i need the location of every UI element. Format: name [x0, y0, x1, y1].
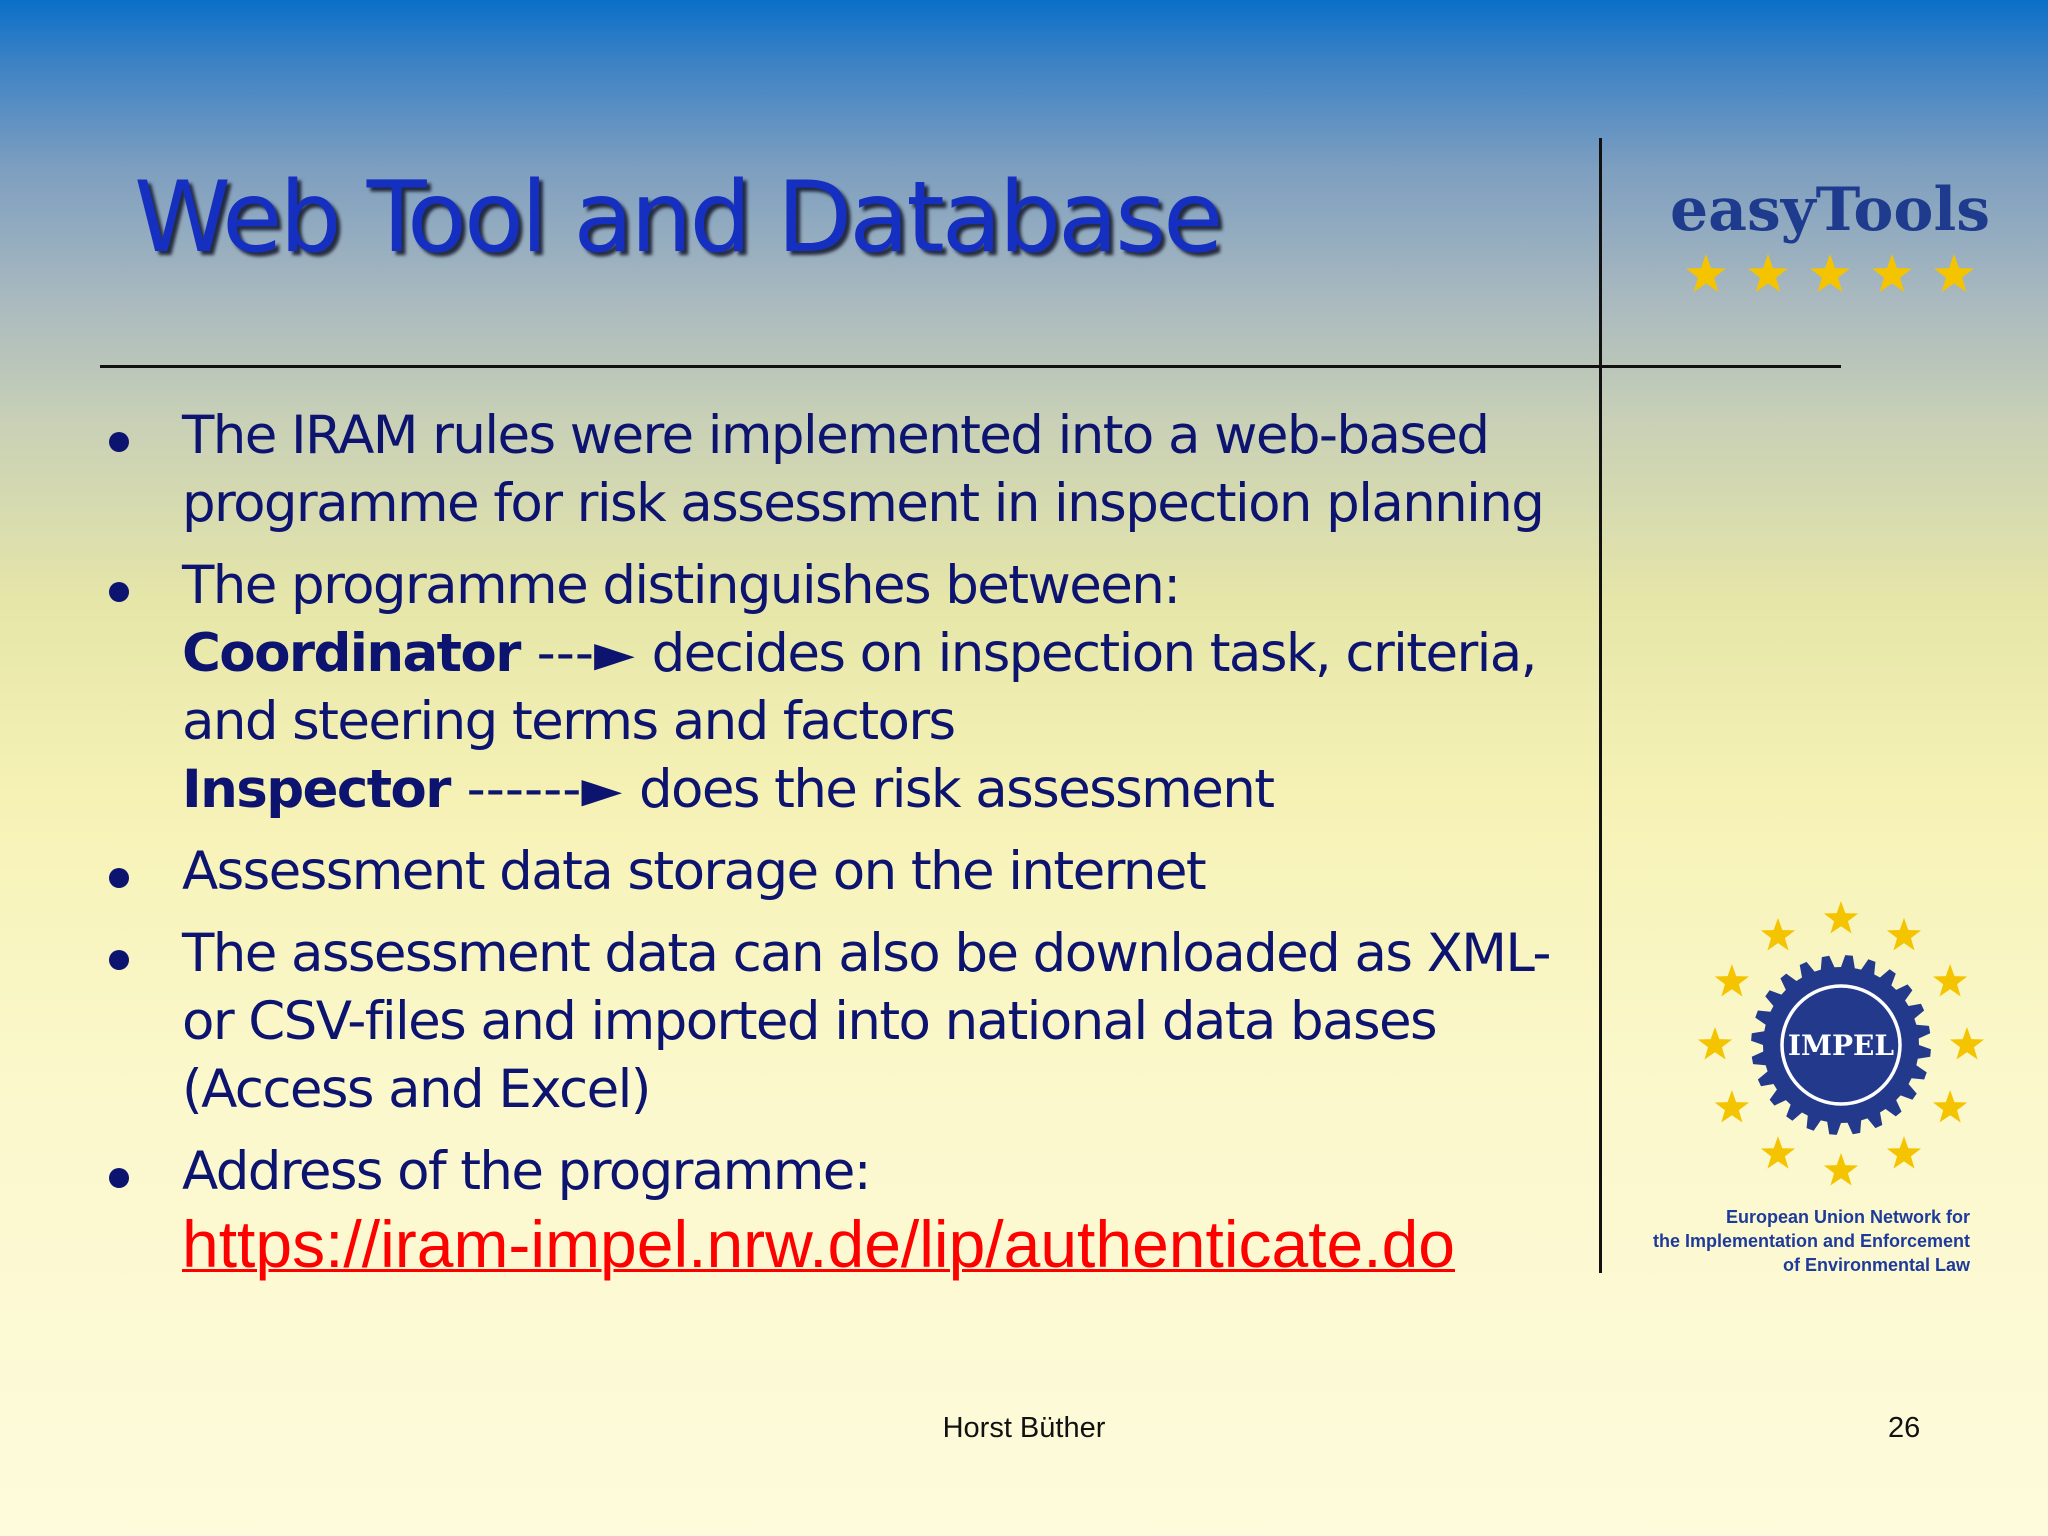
coordinator-description-cont: and steering terms and factors [182, 691, 955, 752]
easytools-brand [1660, 175, 2000, 296]
slide-title: Web Tool and Database [134, 161, 1221, 275]
bullet-list [100, 402, 1580, 1296]
inspector-arrow: ------► [449, 759, 639, 820]
impel-caption-line: European Union Network for [1725, 1207, 1970, 1227]
bullet-text-line: The assessment data can also be downloaded as XML- [182, 923, 1550, 984]
footer-author: Horst Büther [942, 1412, 1106, 1444]
impel-star-icon [1698, 1027, 1732, 1060]
impel-caption-line: of Environmental Law [1782, 1255, 1970, 1275]
impel-star-icon [1887, 918, 1921, 951]
bullet-text-line: (Access and Excel) [182, 1059, 650, 1120]
impel-star-icon [1824, 1153, 1858, 1186]
inspector-line [182, 756, 1580, 824]
inspector-label: Inspector [182, 759, 450, 820]
impel-caption-line: the Implementation and Enforcement [1652, 1231, 1970, 1251]
inspector-description: does the risk assessment [639, 759, 1274, 820]
programme-url-link[interactable]: https://iram-impel.nrw.de/lip/authenticate.do [182, 1207, 1455, 1281]
coordinator-line [182, 620, 1580, 688]
bullet-item-distinguishes [100, 552, 1580, 824]
bullet-item-storage [100, 838, 1580, 906]
vertical-divider [1599, 138, 1602, 1273]
impel-star-icon [1887, 1136, 1921, 1169]
impel-star-icon [1824, 901, 1858, 934]
bullet-text-line: Assessment data storage on the internet [182, 841, 1206, 902]
bullet-item-address [100, 1138, 1580, 1282]
title-divider [100, 365, 1841, 368]
coordinator-label: Coordinator [182, 623, 520, 684]
star-icon [1932, 252, 1976, 296]
star-icon [1808, 252, 1852, 296]
bullet-text-line: programme for risk assessment in inspection planning [182, 473, 1544, 534]
impel-star-icon [1715, 1090, 1749, 1123]
impel-star-icon [1761, 1136, 1795, 1169]
impel-star-icon [1933, 1090, 1967, 1123]
easytools-brand-name: easyTools [1669, 175, 1991, 245]
coordinator-description: decides on inspection task, criteria, [651, 623, 1536, 684]
impel-caption [1653, 1205, 1970, 1277]
impel-star-icon [1950, 1027, 1984, 1060]
easytools-stars [1660, 252, 2000, 296]
star-icon [1870, 252, 1914, 296]
bullet-text-line: The IRAM rules were implemented into a web-based [182, 405, 1489, 466]
bullet-text-line: The programme distinguishes between: [182, 555, 1180, 616]
bullet-text-line: or CSV-files and imported into national data bases [182, 991, 1437, 1052]
impel-star-icon [1933, 964, 1967, 997]
coordinator-arrow: ---► [519, 623, 652, 684]
star-icon [1746, 252, 1790, 296]
impel-logo [1691, 895, 1991, 1195]
bullet-item-download [100, 920, 1580, 1124]
address-label: Address of the programme: [182, 1141, 870, 1202]
impel-star-icon [1761, 918, 1795, 951]
bullet-item-iram-rules [100, 402, 1580, 538]
impel-logo-text: IMPEL [1787, 1029, 1895, 1062]
impel-star-icon [1715, 964, 1749, 997]
star-icon [1684, 252, 1728, 296]
page-number: 26 [1888, 1412, 1921, 1444]
